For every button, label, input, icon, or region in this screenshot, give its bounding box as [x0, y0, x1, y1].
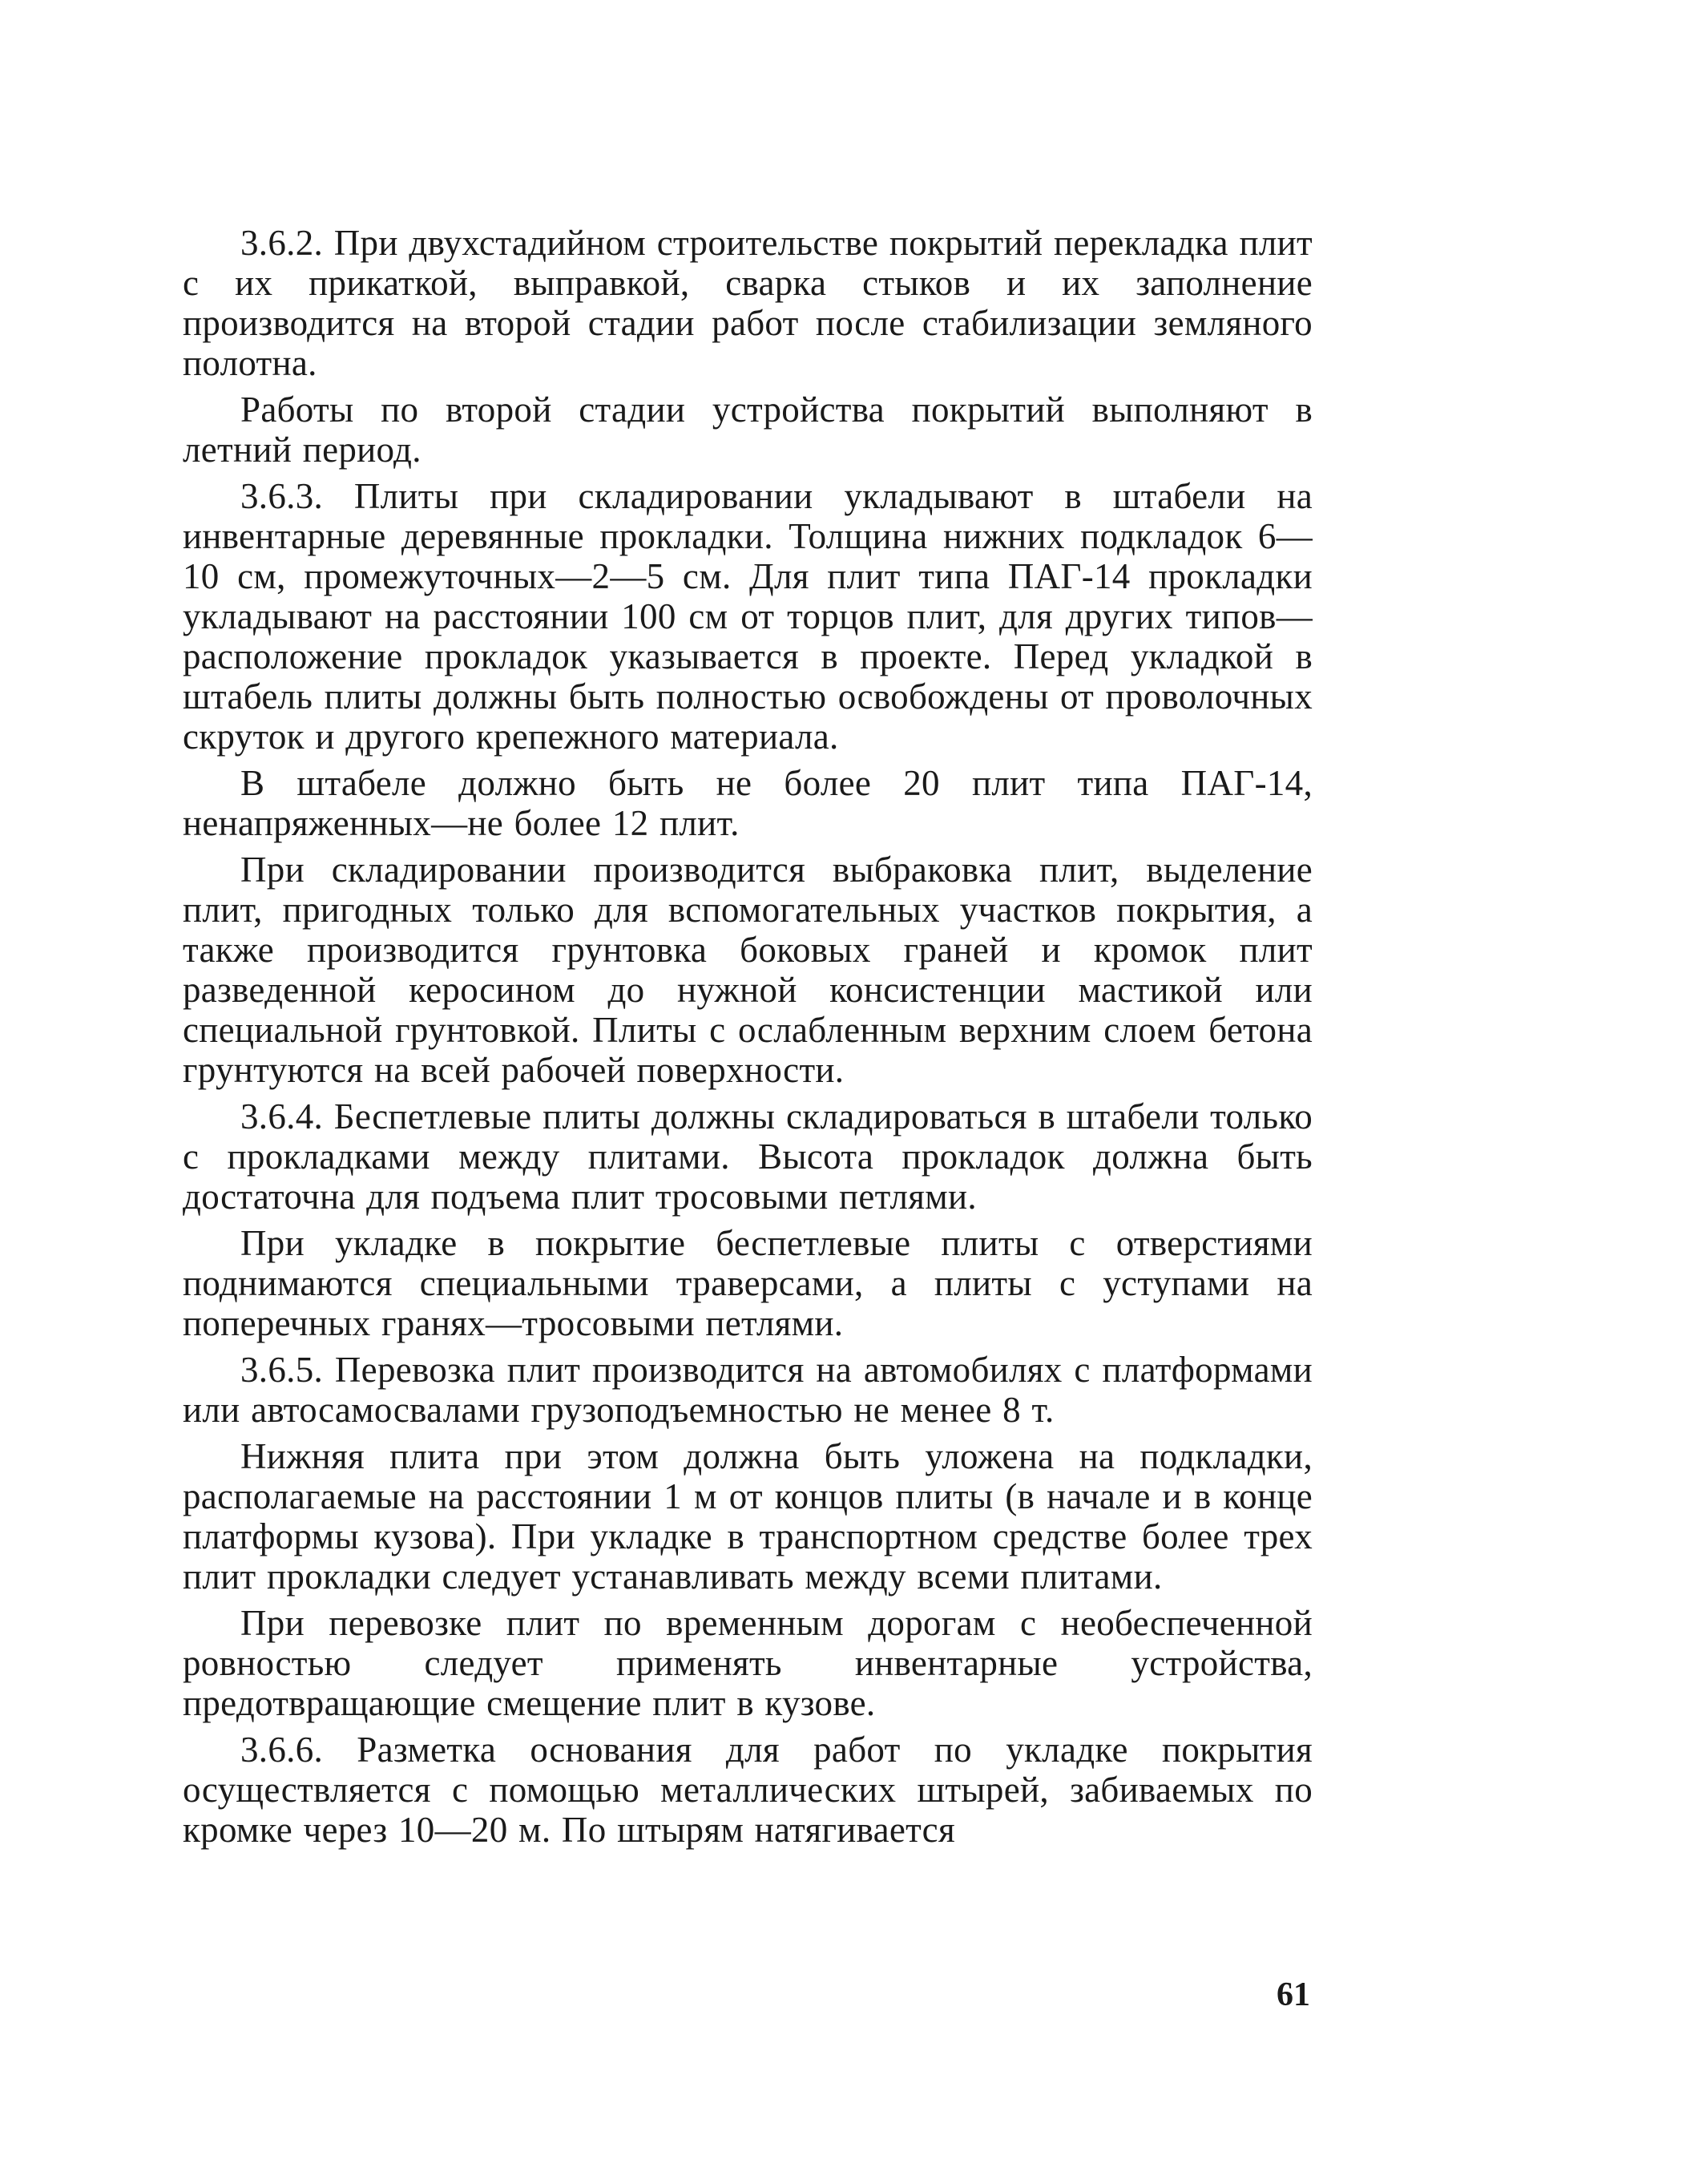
paragraph-3-6-3: 3.6.3. Плиты при складировании укладывают в штабели на инвентарные деревянные прокладки. Толщина нижних подкладок 6—10 см, промежуточных—2—5 см. Для плит типа ПАГ-14 прокладки укладывают на расстоянии 100 см от торцов плит, для других типов—расположение прокладок указывается в проекте. Перед укладкой в штабель плиты должны быть полностью освобождены от проволочных скруток и другого крепежного материала.: [183, 476, 1313, 757]
paragraph-stack-limit: В штабеле должно быть не более 20 плит типа ПАГ-14, ненапряженных—не более 12 плит.: [183, 763, 1313, 843]
paragraph-3-6-2: 3.6.2. При двухстадийном строительстве покрытий перекладка плит с их прикаткой, выправкой, сварка стыков и их заполнение производится на второй стадии работ после стабилизации земляного полотна.: [183, 223, 1313, 383]
paragraph-3-6-5: 3.6.5. Перевозка плит производится на автомобилях с платформами или автосамосвалами грузоподъемностью не менее 8 т.: [183, 1350, 1313, 1430]
paragraph-3-6-6: 3.6.6. Разметка основания для работ по укладке покрытия осуществляется с помощью металлических штырей, забиваемых по кромке через 10—20 м. По штырям натягивается: [183, 1730, 1313, 1850]
page-body: [183, 223, 1313, 2146]
paragraph-temporary-roads: При перевозке плит по временным дорогам с необеспеченной ровностью следует применять инвентарные устройства, предотвращающие смещение плит в кузове.: [183, 1603, 1313, 1723]
paragraph-3-6-4: 3.6.4. Беспетлевые плиты должны складироваться в штабели только с прокладками между плитами. Высота прокладок должна быть достаточна для подъема плит тросовыми петлями.: [183, 1096, 1313, 1217]
paragraph-rejection: При складировании производится выбраковка плит, выделение плит, пригодных только для вспомогательных участков покрытия, а также производится грунтовка боковых граней и кромок плит разведенной керосином до нужной консистенции мастикой или специальной грунтовкой. Плиты с ослабленным верхним слоем бетона грунтуются на всей рабочей поверхности.: [183, 850, 1313, 1090]
paragraph-summer-works: Работы по второй стадии устройства покрытий выполняют в летний период.: [183, 390, 1313, 470]
paragraph-bottom-slab: Нижняя плита при этом должна быть уложена на подкладки, располагаемые на расстоянии 1 м от концов плиты (в начале и в конце платформы кузова). При укладке в транспортном средстве более трех плит прокладки следует устанавливать между всеми плитами.: [183, 1436, 1313, 1597]
paragraph-lifting: При укладке в покрытие беспетлевые плиты с отверстиями поднимаются специальными траверсами, а плиты с уступами на поперечных гранях—тросовыми петлями.: [183, 1223, 1313, 1343]
page-number: 61: [1277, 1976, 1310, 2013]
